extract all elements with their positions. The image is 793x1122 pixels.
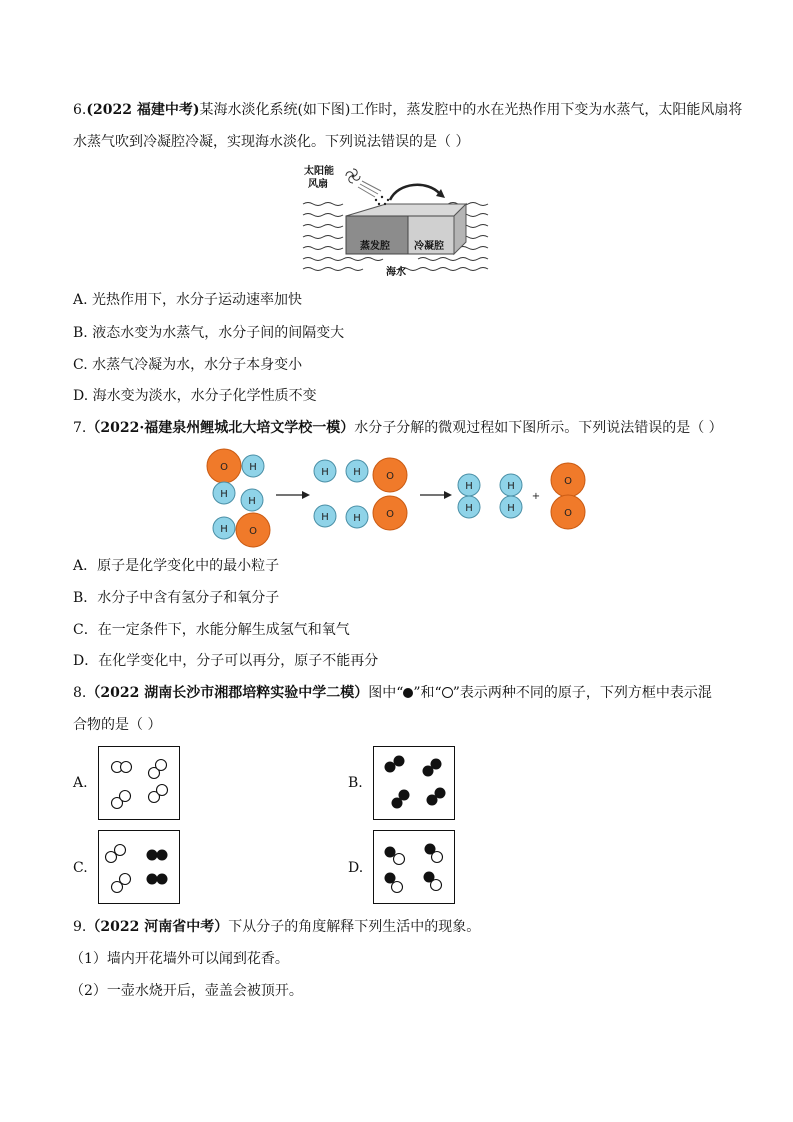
q8-option-b-label: B.	[348, 775, 363, 791]
q6-stem-line2: 水蒸气吹到冷凝腔冷凝，实现海水淡化。下列说法错误的是（ ）	[73, 134, 470, 150]
atom-o: O	[564, 476, 572, 487]
atom-o: O	[386, 509, 394, 520]
q6-option-b: B. 液态水变为水蒸气，水分子间的间隔变大	[73, 325, 345, 341]
atom-h: H	[353, 513, 361, 524]
atom-h: H	[220, 524, 228, 535]
q8-stem-line1	[73, 683, 712, 703]
atom-h: H	[465, 481, 473, 492]
atom-o: O	[386, 471, 394, 482]
water-molecules	[207, 449, 270, 547]
q9-stem	[73, 917, 480, 937]
separated-atoms	[314, 458, 407, 530]
q9-stem-text: 下从分子的角度解释下列生活中的现象。	[228, 919, 481, 935]
white-atom-icon	[442, 687, 453, 698]
q6-option-a: A. 光热作用下，水分子运动速率加快	[73, 292, 303, 308]
q8-option-d-box	[373, 830, 455, 904]
q8-option-a-box	[98, 746, 180, 820]
atom-h: H	[220, 489, 228, 500]
q7-option-c: C．在一定条件下，水能分解生成氢气和氧气	[73, 622, 350, 638]
q8-stem-part1: 图中“	[368, 685, 404, 701]
q9-source: （2022 河南省中考）	[86, 919, 229, 935]
q6-source: (2022 福建中考)	[86, 102, 200, 118]
product-molecules	[458, 463, 585, 529]
q7-decomposition-figure	[200, 445, 600, 550]
q7-option-b: B．水分子中含有氢分子和氧分子	[73, 590, 280, 606]
atom-h: H	[321, 467, 329, 478]
q6-option-c: C. 水蒸气冷凝为水，水分子本身变小	[73, 357, 303, 373]
arrow-icon	[420, 491, 452, 499]
q6-stem-text: 某海水淡化系统(如下图)工作时，蒸发腔中的水在光热作用下变为水蒸气，太阳能风扇将	[199, 102, 743, 118]
q8-stem-line2: 合物的是（ ）	[73, 717, 162, 733]
q8-number: 8.	[73, 685, 87, 701]
q9-item-1: （1）墙内开花墙外可以闻到花香。	[70, 951, 289, 967]
atom-h: H	[248, 496, 256, 507]
q8-option-a-label: A.	[73, 775, 88, 791]
q6-stem-line1	[73, 100, 742, 120]
q8-option-b-box	[373, 746, 455, 820]
atom-o: O	[564, 508, 572, 519]
q7-option-d: D．在化学变化中，分子可以再分，原子不能再分	[73, 653, 379, 669]
q9-item-2: （2）一壶水烧开后，壶盖会被顶开。	[70, 983, 303, 999]
q8-source: （2022 湖南长沙市湘郡培粹实验中学二模）	[86, 685, 369, 701]
plus-sign: +	[531, 491, 541, 502]
q9-number: 9.	[73, 919, 87, 935]
q7-source: （2022·福建泉州鲤城北大培文学校一模）	[86, 420, 355, 436]
evap-chamber-label: 蒸发腔	[360, 241, 390, 252]
fan-icon	[346, 169, 360, 183]
q8-stem-part2: ”和“	[413, 685, 442, 701]
cond-chamber-label: 冷凝腔	[414, 241, 444, 252]
fan-label-2: 风扇	[308, 179, 328, 190]
q7-stem	[73, 418, 723, 438]
q8-stem-part3: ”表示两种不同的原子，下列方框中表示混	[452, 685, 712, 701]
atom-o: O	[249, 526, 257, 537]
q7-number: 7.	[73, 420, 87, 436]
q6-option-d: D. 海水变为淡水，水分子化学性质不变	[73, 388, 317, 404]
q8-option-c-box	[98, 830, 180, 904]
atom-o: O	[220, 462, 228, 473]
atom-h: H	[507, 503, 515, 514]
atom-h: H	[507, 481, 515, 492]
black-atom-icon	[403, 688, 413, 698]
sea-label: 海水	[386, 267, 406, 278]
q8-option-c-label: C.	[73, 860, 88, 876]
fan-label-1: 太阳能	[304, 166, 334, 177]
atom-h: H	[465, 503, 473, 514]
q7-stem-text: 水分子分解的微观过程如下图所示。下列说法错误的是（ ）	[354, 420, 723, 436]
atom-h: H	[249, 462, 257, 473]
q6-number: 6.	[73, 102, 87, 118]
q7-option-a: A．原子是化学变化中的最小粒子	[73, 558, 280, 574]
atom-h: H	[321, 512, 329, 523]
atom-h: H	[353, 467, 361, 478]
q8-option-d-label: D.	[348, 860, 364, 876]
q6-desalination-figure	[298, 160, 498, 278]
arrow-icon	[276, 491, 310, 499]
